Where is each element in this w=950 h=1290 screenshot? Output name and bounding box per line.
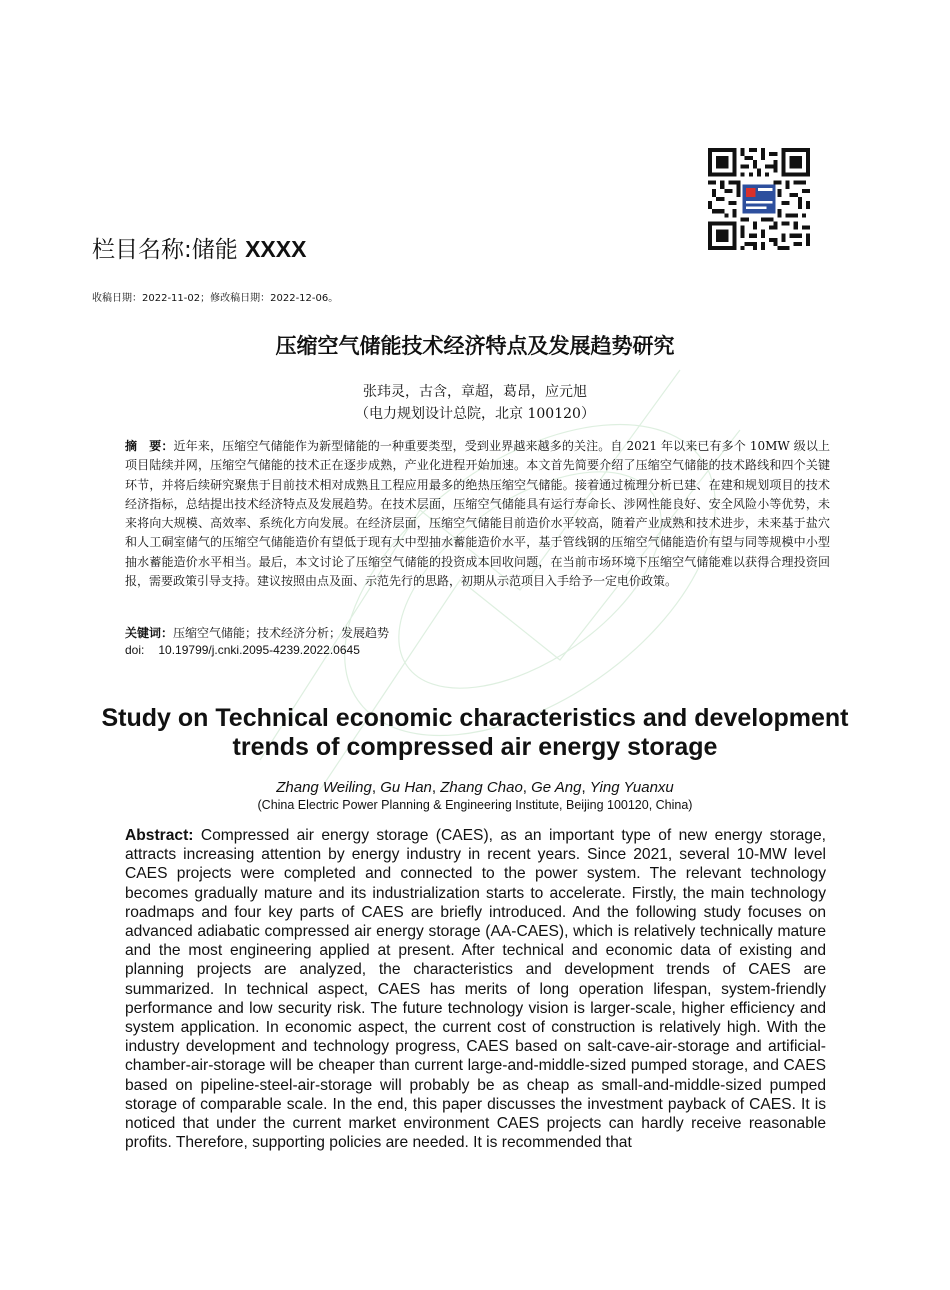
author-separator: ,	[431, 779, 441, 796]
author-separator: ,	[522, 779, 532, 796]
column-label: 栏目名称:储能	[92, 237, 238, 263]
english-author-1: Zhang Weiling	[276, 779, 372, 796]
english-title: Study on Technical economic characteristics and development trends of compressed air energy storage	[101, 704, 849, 761]
chinese-abstract	[125, 437, 830, 591]
doi-label: doi:	[125, 643, 145, 657]
chinese-title: 压缩空气储能技术经济特点及发展趋势研究	[275, 334, 675, 358]
doi-line	[125, 643, 360, 657]
english-authors	[0, 779, 950, 796]
received-dates: 收稿日期：2022-11-02；修改稿日期：2022-12-06。	[92, 293, 339, 304]
chinese-abstract-text: 近年来，压缩空气储能作为新型储能的一种重要类型，受到业界越来越多的关注。自 2021 年以来已有多个 10MW 级以上项目陆续并网，压缩空气储能的技术正在逐步成熟，产业化进程开始加速。本文首先简要介绍了压缩空气储能的技术路线和四个关键环节，并将后续研究聚焦于目前技术相对成熟且工程应用最多的绝热压缩空气储能。接着通过梳理分析已建、在建和规划项目的技术经济指标，总结提出技术经济特点及发展趋势。在技术层面，压缩空气储能具有运行寿命长、涉网性能良好、安全风险小等优势，未来将向大规模、高效率、系统化方向发展。在经济层面，压缩空气储能目前造价水平较高，随着产业成熟和技术进步，未来基于盐穴和人工硐室储气的压缩空气储能造价有望低于现有大中型抽水蓄能造价水平，基于管线钢的压缩空气储能造价有望与同等规模中小型抽水蓄能造价水平相当。最后，本文讨论了压缩空气储能的投资成本回收问题，在当前市场环境下压缩空气储能难以获得合理投资回报，需要政策引导支持。建议按照由点及面、示范先行的思路，初期从示范项目入手给予一定电价政策。	[125, 439, 830, 589]
column-code: XXXX	[245, 236, 307, 262]
chinese-abstract-label: 摘 要：	[125, 439, 174, 453]
english-author-3: Zhang Chao	[440, 779, 523, 796]
english-abstract-text: Compressed air energy storage (CAES), as an important type of new energy storage, attracts increasing attention by energy industry in recent years. Since 2021, several 10-MW level CAES projects were completed and connected to the power system. The relevant technology becomes gradually mature and its industrialization starts to accelerate. Firstly, the main technology roadmaps and four key parts of CAES are briefly introduced. And the following study focuses on advanced adiabatic compressed air energy storage (AA-CAES), which is relatively technically mature and the most engineering applied at present. After technical and economic data of existing and planning projects are analyzed, the characteristics and development trends of CAES are summarized. In technical aspect, CAES has merits of long operation lifespan, system-friendly performance and low security risk. The future technology vision is larger-scale, higher efficiency and system application. In economic aspect, the current cost of construction is relatively high. With the industry development and technology progress, CAES based on salt-cave-air-storage and artificial-chamber-air-storage will be cheaper than current large-and-middle-sized pumped storage, and CAES based on pipeline-steel-air-storage will probably be as cheap as small-and-middle-sized pumped storage of comparable scale. In the end, this paper discusses the investment payback of CAES. It is noticed that under the current market environment CAES projects can hardly receive reasonable profits. Therefore, supporting policies are needed. It is recommended that	[125, 827, 826, 1152]
qr-code-icon	[708, 148, 810, 250]
english-affiliation: (China Electric Power Planning & Engineering Institute, Beijing 100120, China)	[257, 798, 693, 812]
english-author-4: Ge Ang	[531, 779, 582, 796]
english-author-5: Ying Yuanxu	[589, 779, 674, 796]
chinese-authors: 张玮灵，古含，章超，葛昂，应元旭	[363, 384, 587, 400]
english-author-2: Gu Han	[380, 779, 432, 796]
chinese-keywords	[125, 624, 389, 641]
english-abstract-label: Abstract:	[125, 827, 194, 844]
english-abstract	[125, 826, 826, 1152]
chinese-keywords-text: 压缩空气储能；技术经济分析；发展趋势	[173, 626, 390, 640]
doi-value: 10.19799/j.cnki.2095-4239.2022.0645	[158, 643, 360, 657]
author-separator: ,	[371, 779, 381, 796]
author-separator: ,	[581, 779, 590, 796]
column-name	[92, 231, 306, 264]
chinese-keywords-label: 关键词：	[125, 626, 174, 640]
chinese-affiliation: （电力规划设计总院，北京 100120）	[355, 406, 595, 422]
